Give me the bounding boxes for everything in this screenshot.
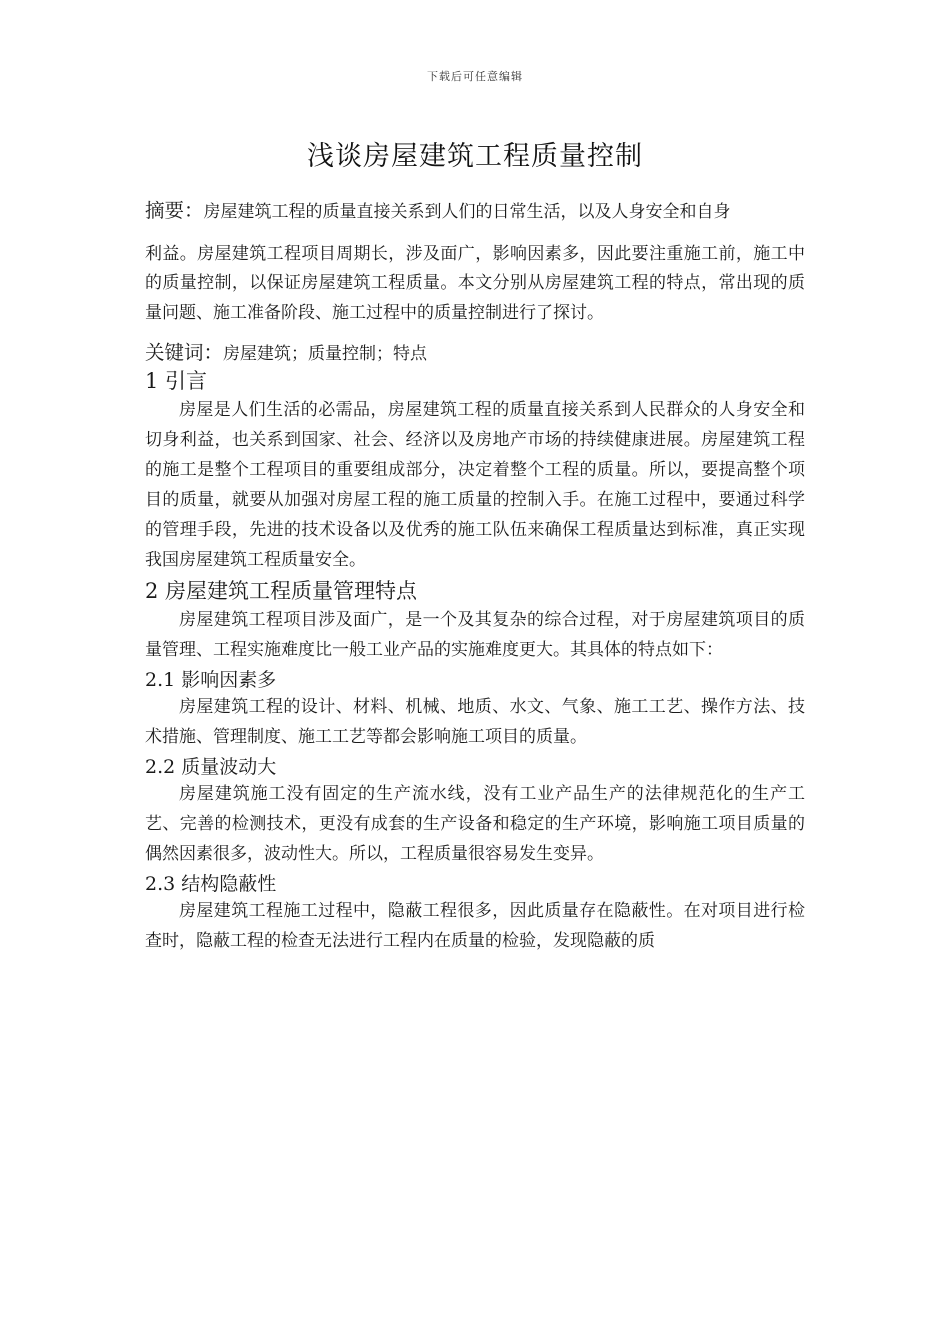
subsection-heading-concealment: 2.3 结构隐蔽性 <box>145 873 277 895</box>
subsection-heading-fluctuation: 2.2 质量波动大 <box>145 756 277 778</box>
section-heading-characteristics: 2 房屋建筑工程质量管理特点 <box>145 579 418 603</box>
abstract-line1: 房屋建筑工程的质量直接关系到人们的日常生活，以及人身安全和自身 <box>203 202 731 222</box>
keywords-label: 关键词： <box>145 341 224 364</box>
abstract-label: 摘要： <box>145 199 204 222</box>
header-note: 下载后可任意编辑 <box>427 70 523 83</box>
document-title: 浅谈房屋建筑工程质量控制 <box>307 141 643 172</box>
section-body-introduction: 房屋是人们生活的必需品，房屋建筑工程的质量直接关系到人民群众的人身安全和切身利益，也关系到国家、社会、经济以及房地产市场的持续健康进展。房屋建筑工程的施工是整个工程项目的重要组成部分，决定着整个工程的质量。所以，要提高整个项目的质量，就要从加强对房屋工程的施工质量的控制入手。在施工过程中，要通过科学的管理手段，先进的技术设备以及优秀的施工队伍来确保工程质量达到标准，真正实现我国房屋建筑工程质量安全。 <box>145 400 805 570</box>
abstract-text: 利益。房屋建筑工程项目周期长，涉及面广，影响因素多，因此要注重施工前，施工中的质量控制，以保证房屋建筑工程质量。本文分别从房屋建筑工程的特点，常出现的质量问题、施工准备阶段、施工过程中的质量控制进行了探讨。 <box>145 243 805 323</box>
section-heading-introduction: 1 引言 <box>145 369 208 393</box>
subsection-body-factors: 房屋建筑工程的设计、材料、机械、地质、水文、气象、施工工艺、操作方法、技术措施、管理制度、施工工艺等都会影响施工项目的质量。 <box>145 697 805 747</box>
abstract <box>145 196 805 328</box>
keywords <box>145 337 805 365</box>
abstract-first-line <box>145 196 805 228</box>
subsection-body-concealment: 房屋建筑工程施工过程中，隐蔽工程很多，因此质量存在隐蔽性。在对项目进行检查时，隐蔽工程的检查无法进行工程内在质量的检验，发现隐蔽的质 <box>145 901 805 951</box>
section-body-characteristics: 房屋建筑工程项目涉及面广，是一个及其复杂的综合过程，对于房屋建筑项目的质量管理、工程实施难度比一般工业产品的实施难度更大。其具体的特点如下： <box>145 610 805 660</box>
subsection-heading-factors: 2.1 影响因素多 <box>145 669 277 691</box>
keywords-text: 房屋建筑；质量控制；特点 <box>223 344 428 364</box>
document-body <box>145 196 805 956</box>
subsection-body-fluctuation: 房屋建筑施工没有固定的生产流水线，没有工业产品生产的法律规范化的生产工艺、完善的检测技术，更没有成套的生产设备和稳定的生产环境，影响施工项目质量的偶然因素很多，波动性大。所以，工程质量很容易发生变异。 <box>145 784 805 864</box>
